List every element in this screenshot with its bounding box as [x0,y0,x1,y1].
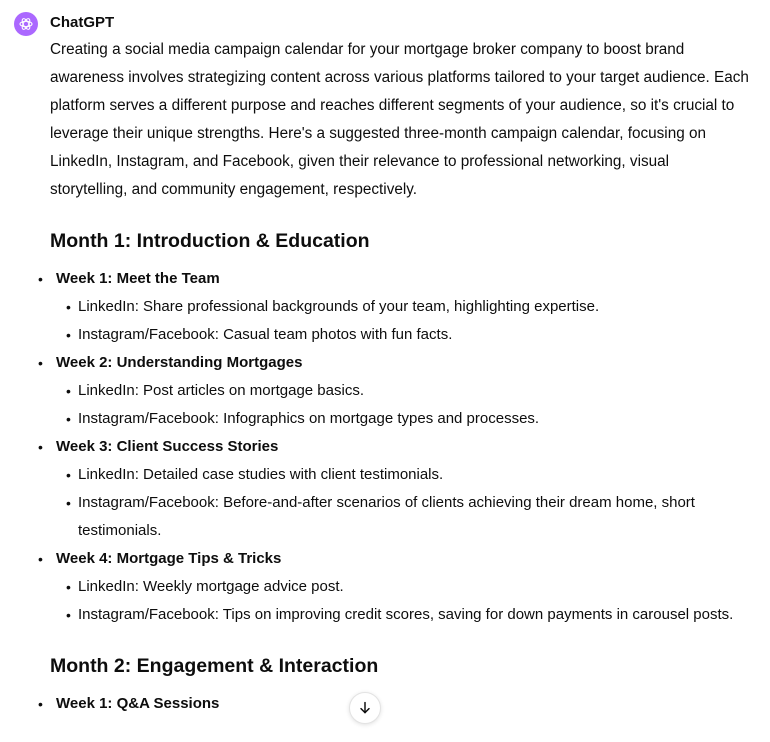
list-item: • Instagram/Facebook: Tips on improving credit scores, saving for down payments in carousel posts. [66,601,750,629]
list-item: • Instagram/Facebook: Casual team photos with fun facts. [66,321,750,349]
list-item: • LinkedIn: Detailed case studies with client testimonials. [66,461,750,489]
message-author: ChatGPT [50,14,115,31]
week-list [38,265,750,629]
platform-list [66,377,750,433]
week-title: • Week 1: Meet the Team [56,270,220,287]
week-title: • Week 2: Understanding Mortgages [56,354,303,371]
openai-logo-icon [18,16,34,32]
list-item: • LinkedIn: Share professional backgrounds of your team, highlighting expertise. [66,293,750,321]
list-item: • LinkedIn: Weekly mortgage advice post. [66,573,750,601]
avatar [14,12,38,36]
week-item [38,545,750,629]
week-item [38,349,750,433]
platform-list [66,461,750,545]
week-title: • Week 4: Mortgage Tips & Tricks [56,550,282,567]
platform-list [66,293,750,349]
platform-list [66,573,750,629]
intro-paragraph: Creating a social media campaign calendar for your mortgage broker company to boost brand awareness involves strategizing content across various platforms tailored to your target audience. Each platform serves a different purpose and reaches different segments of your audience, so it's crucial to leverage their unique strengths. Here's a suggested three-month campaign calendar, focusing on LinkedIn, Instagram, and Facebook, given their relevance to professional networking, visual storytelling, and community engagement, respectively. [50,41,749,198]
week-title: • Week 1: Q&A Sessions [56,695,220,712]
message-content [50,36,750,718]
week-list [38,690,750,718]
week-item [38,690,750,718]
month-heading: Month 1: Introduction & Education [50,230,370,252]
arrow-down-icon [357,700,373,716]
week-item [38,433,750,545]
list-item: • Instagram/Facebook: Before-and-after scenarios of clients achieving their dream home, short testimonials. [66,489,750,545]
list-item: • LinkedIn: Post articles on mortgage basics. [66,377,750,405]
week-item [38,265,750,349]
list-item: • Instagram/Facebook: Infographics on mortgage types and processes. [66,405,750,433]
week-title: • Week 3: Client Success Stories [56,438,279,455]
month-heading: Month 2: Engagement & Interaction [50,655,379,677]
scroll-to-bottom-button[interactable] [349,692,381,724]
